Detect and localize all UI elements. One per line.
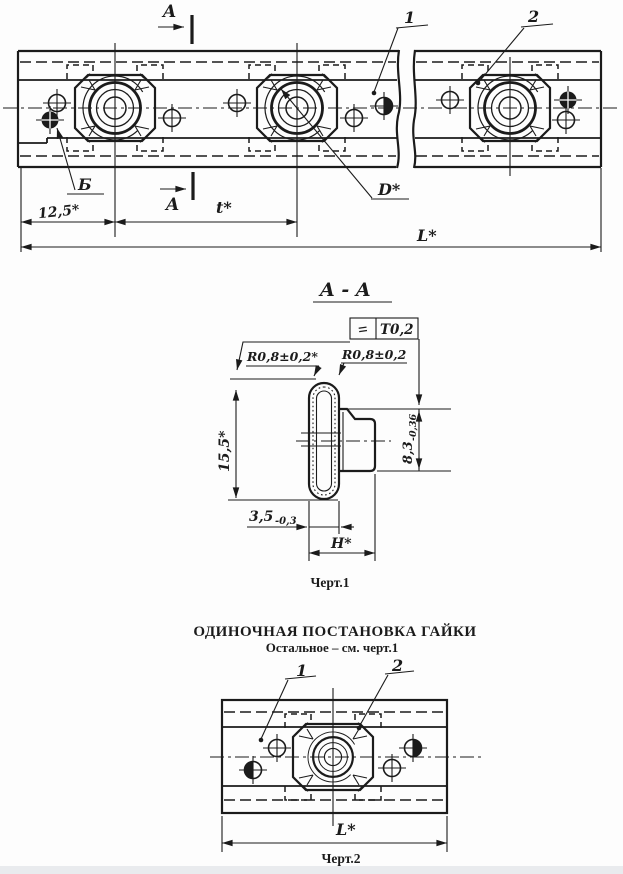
dim-l: L* [417, 226, 437, 245]
svg-text:R0,8±0,2: R0,8±0,2 [342, 347, 407, 362]
svg-text:1: 1 [296, 661, 308, 680]
svg-text:2: 2 [528, 7, 540, 26]
svg-text:Б: Б [78, 175, 92, 194]
dim-15-5: 15,5* [217, 430, 233, 472]
svg-text:D*: D* [378, 180, 401, 199]
page-edge-strip [0, 866, 623, 874]
section-title: A - A [320, 279, 371, 301]
dim-8-3-tol: -0,36 [408, 413, 419, 441]
dim-3-5: 3,5 [249, 509, 274, 525]
single-view-subtitle: Остальное – см. черт.1 [265, 640, 399, 655]
figure-1-caption: Черт.1 [310, 575, 350, 590]
svg-text:2: 2 [392, 656, 404, 675]
dim-12-5: 12,5* [37, 202, 81, 223]
single-view-title: ОДИНОЧНАЯ ПОСТАНОВКА ГАЙКИ [193, 624, 477, 640]
dim-h: H* [331, 536, 352, 552]
figure-2-caption: Черт.2 [321, 851, 361, 866]
svg-text:1: 1 [404, 8, 416, 27]
parallelism-symbol: = [356, 319, 370, 340]
dim-t: t* [216, 198, 232, 217]
svg-text:R0,8±0,2*: R0,8±0,2* [247, 349, 318, 364]
tolerance-value: T0,2 [380, 322, 414, 338]
dim-3-5-tol: -0,3 [275, 516, 297, 527]
dim-8-3: 8,3 [401, 441, 416, 464]
section-letter: A [166, 195, 180, 215]
section-letter: A [163, 2, 177, 22]
dim-l: L* [336, 820, 356, 839]
